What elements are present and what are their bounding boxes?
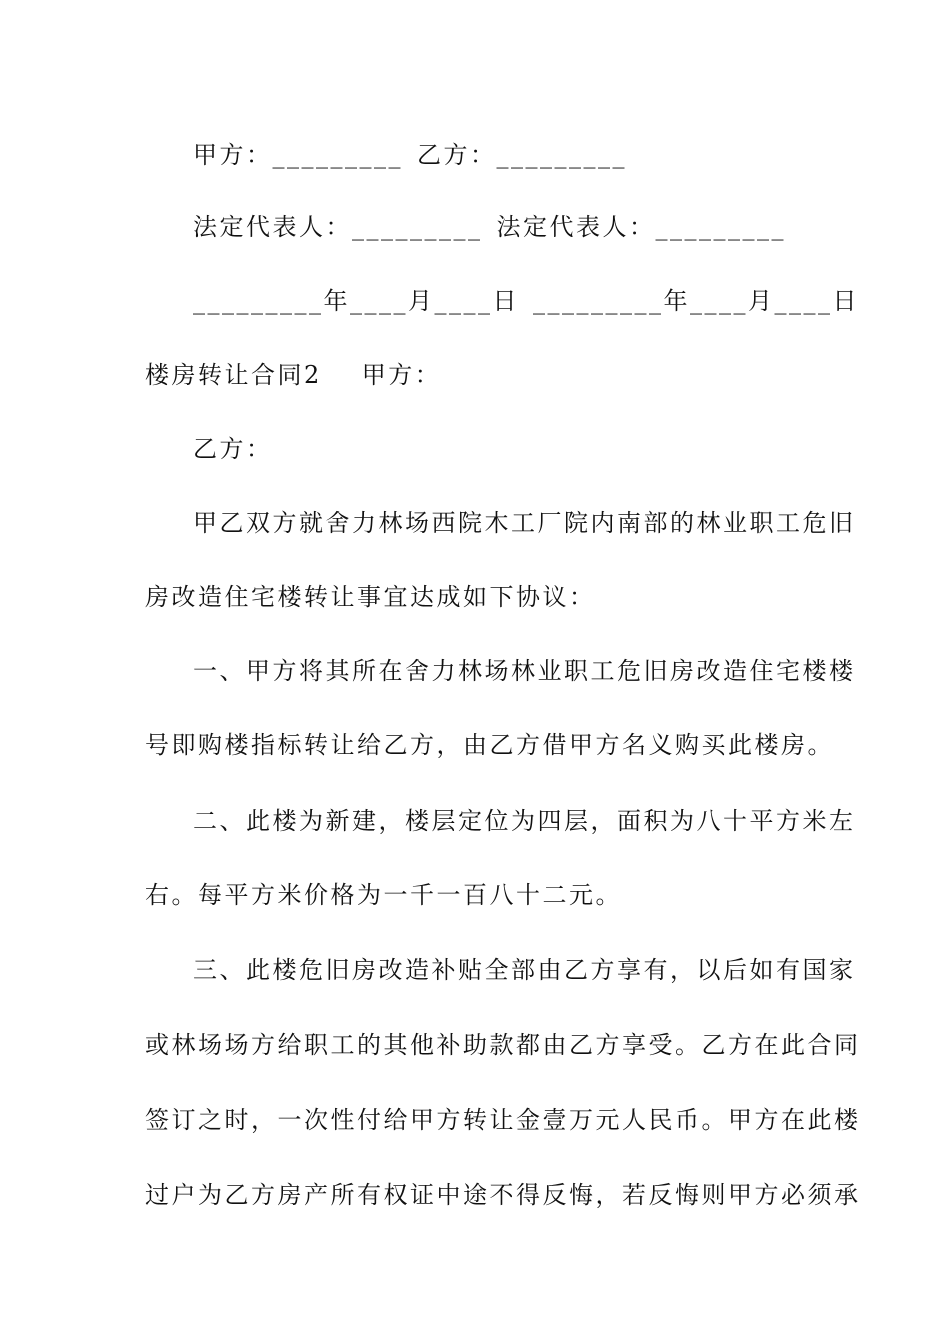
clause1-line-1: 一、甲方将其所在舍力林场林业职工危旧房改造住宅楼楼 [193,657,856,685]
party-signature-row [193,140,858,170]
date-row [193,286,858,316]
party-b-heading: 乙方： [193,435,273,463]
clause2-line-2: 右。每平方米价格为一千一百八十二元。 [145,881,622,909]
intro-line-2: 房改造住宅楼转让事宜达成如下协议： [145,583,596,611]
clause3-line-3: 签订之时，一次性付给甲方转让金壹万元人民币。甲方在此楼 [145,1106,861,1134]
clause3-line-4: 过户为乙方房产所有权证中途不得反悔，若反悔则甲方必须承 [145,1181,861,1209]
party-a-signature-line: 甲方：_________ [193,141,403,169]
contract-title-row [145,360,810,390]
rep-b-signature-line: 法定代表人：_________ [496,213,786,241]
clause2-line-1: 二、此楼为新建，楼层定位为四层，面积为八十平方米左 [193,807,856,835]
party-a-heading: 甲方： [361,361,442,389]
intro-line-1: 甲乙双方就舍力林场西院木工厂院内南部的林业职工危旧 [193,509,856,537]
contract-title: 楼房转让合同2 [145,361,322,389]
clause1-line-2: 号即购楼指标转让给乙方，由乙方借甲方名义购买此楼房。 [145,731,834,759]
rep-a-signature-line: 法定代表人：_________ [193,213,483,241]
representative-signature-row [193,212,858,242]
party-b-signature-line: 乙方：_________ [417,141,627,169]
date-a: _________年____月____日 [193,287,519,315]
clause3-line-2: 或林场场方给职工的其他补助款都由乙方享受。乙方在此合同 [145,1031,861,1059]
clause3-line-1: 三、此楼危旧房改造补贴全部由乙方享有，以后如有国家 [193,956,856,984]
date-b: _________年____月____日 [533,287,859,315]
